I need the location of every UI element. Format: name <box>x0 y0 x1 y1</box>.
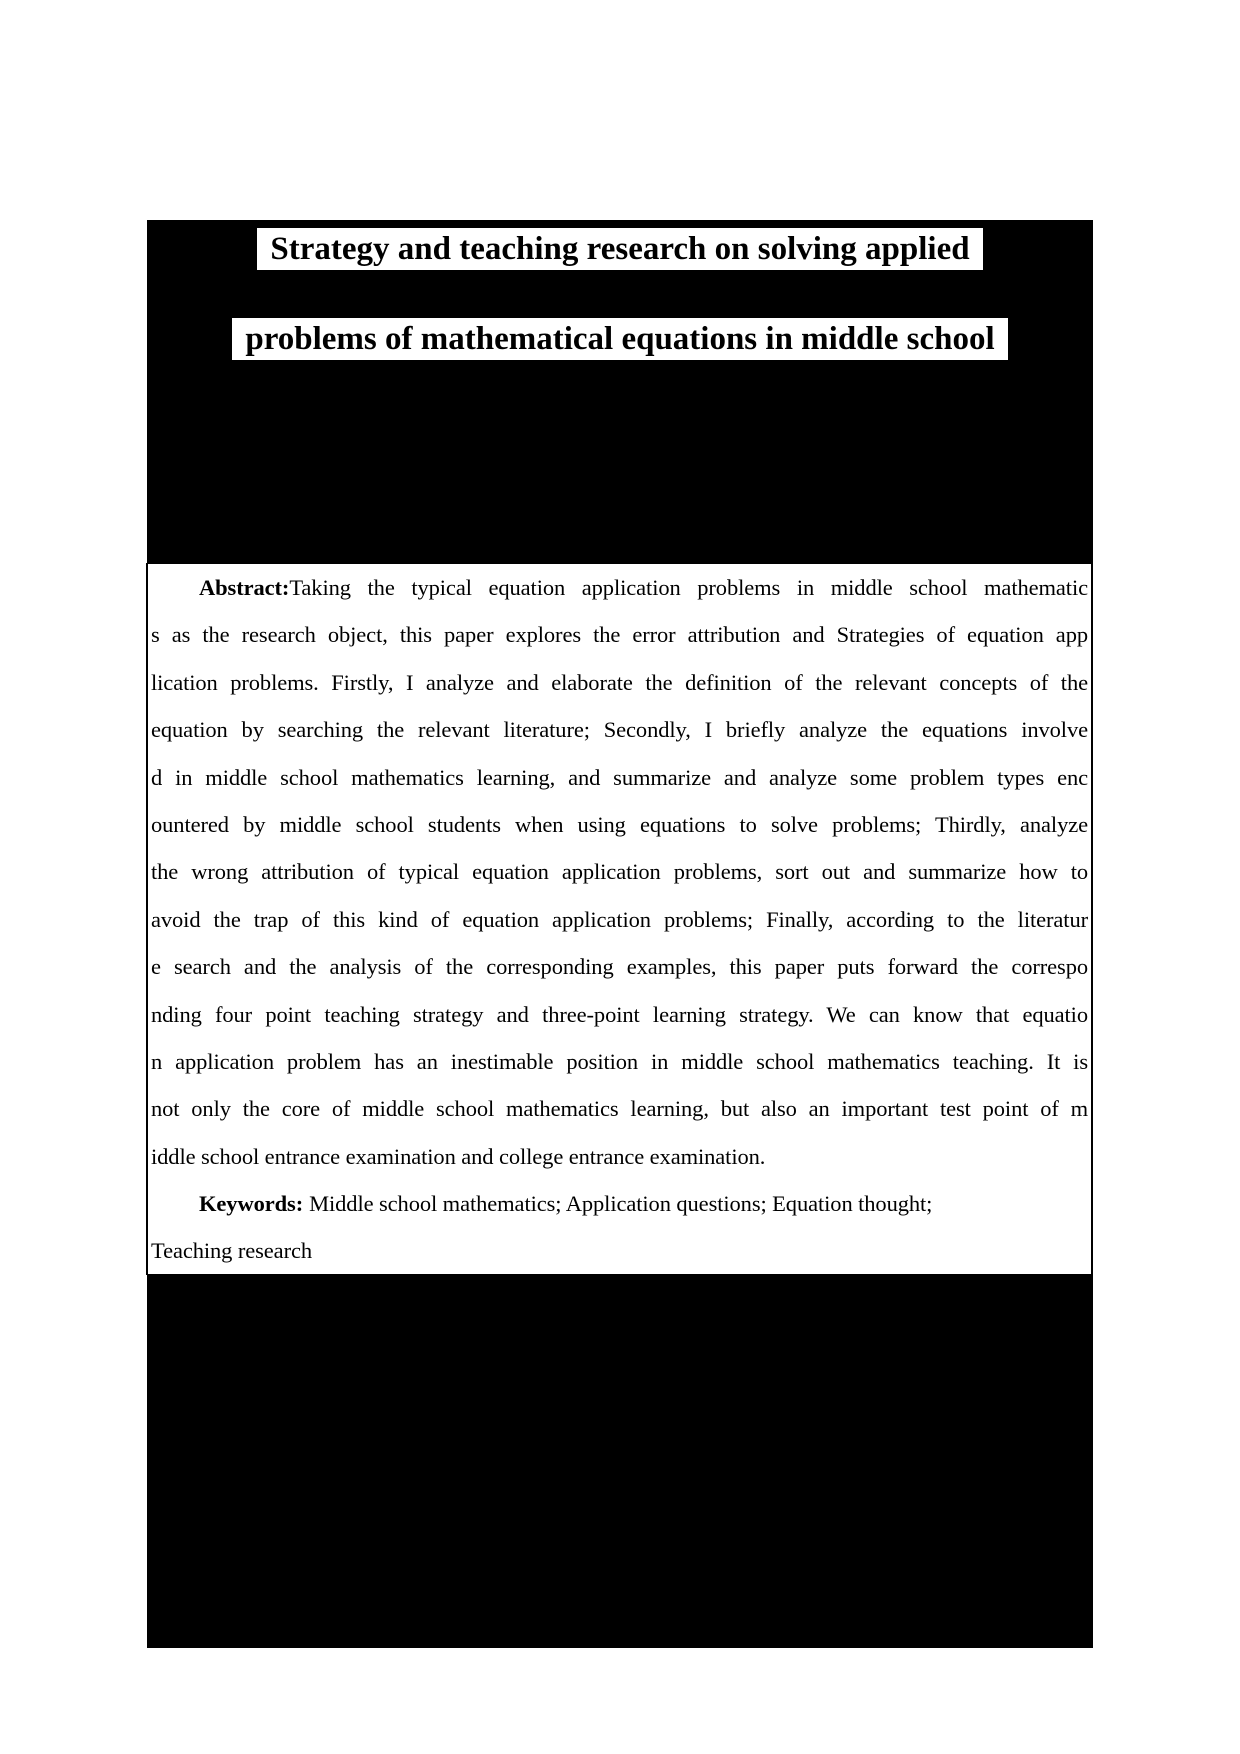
abstract-line: s as the research object, this paper explores the error attribution and Strategies of equation app <box>151 622 1088 648</box>
abstract-line: nding four point teaching strategy and three-point learning strategy. We can know that equatio <box>151 1001 1088 1027</box>
keywords-text: Middle school mathematics; Application questions; Equation thought; <box>309 1191 933 1217</box>
paper-title-line-2-row <box>147 318 1093 360</box>
abstract-line: e search and the analysis of the corresponding examples, this paper puts forward the correspo <box>151 954 1088 980</box>
keywords-line <box>151 1180 1088 1227</box>
body-redaction-block <box>147 1275 1093 1648</box>
abstract-label: Abstract: <box>199 575 290 600</box>
abstract-line: ountered by middle school students when using equations to solve problems; Thirdly, analyze <box>151 811 1088 837</box>
abstract-line: the wrong attribution of typical equation application problems, sort out and summarize how to <box>151 859 1088 885</box>
keywords-label: Keywords: <box>199 1191 304 1217</box>
paper-title-line-1-row <box>147 228 1093 270</box>
paper-title-line-1: Strategy and teaching research on solving applied <box>257 228 982 270</box>
abstract-line: not only the core of middle school mathematics learning, but also an important test point of m <box>151 1096 1088 1122</box>
abstract-line: avoid the trap of this kind of equation application problems; Finally, according to the literatur <box>151 906 1088 932</box>
abstract-line: equation by searching the relevant literature; Secondly, I briefly analyze the equations involve <box>151 717 1088 743</box>
abstract-line: d in middle school mathematics learning, and summarize and analyze some problem types enc <box>151 764 1088 790</box>
abstract-box <box>146 563 1093 1275</box>
abstract-line <box>151 564 1088 611</box>
abstract-line: n application problem has an inestimable position in middle school mathematics teaching. It is <box>151 1048 1088 1074</box>
abstract-text: Taking the typical equation application problems in middle school mathematic <box>289 575 1088 600</box>
abstract-line: iddle school entrance examination and college entrance examination. <box>151 1143 766 1169</box>
keywords-continuation-line: Teaching research <box>151 1238 312 1264</box>
title-redaction-block <box>147 220 1093 563</box>
abstract-line: lication problems. Firstly, I analyze and elaborate the definition of the relevant concepts of the <box>151 669 1088 695</box>
paper-title-line-2: problems of mathematical equations in middle school <box>232 318 1007 360</box>
